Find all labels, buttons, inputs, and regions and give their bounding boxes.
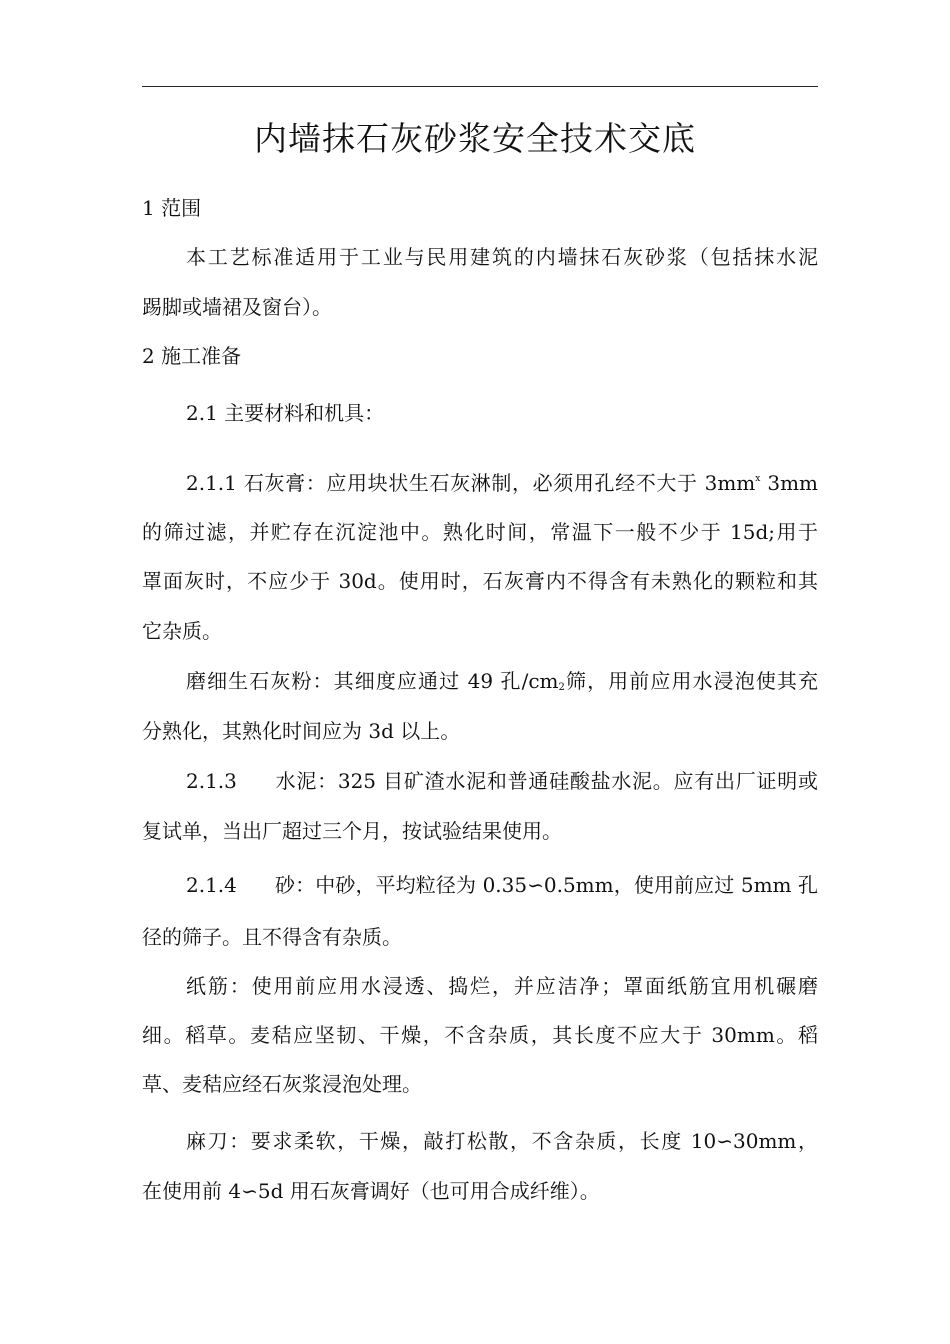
lime-powder-line-1 — [186, 666, 818, 696]
section-1-heading: 1 范围 — [142, 196, 202, 220]
item-2-1-3-number: 2.1.3 — [186, 769, 237, 793]
item-2-1-1-text-b: 3mm — [760, 471, 818, 495]
item-2-1-1-line-4: 它杂质。 — [142, 619, 222, 643]
item-2-1-3-line-1 — [186, 766, 818, 796]
item-2-1-1-line-2: 的筛过滤，并贮存在沉淀池中。熟化时间，常温下一般不少于 15d;用于 — [142, 520, 818, 544]
item-2-1-1-line-1 — [186, 468, 818, 498]
hemp-line-2: 在使用前 4∽5d 用石灰膏调好（也可用合成纤维）。 — [142, 1179, 600, 1203]
document-title: 内墙抹石灰砂浆安全技术交底 — [254, 119, 696, 158]
hemp-line-1: 麻刀：要求柔软，干燥，敲打松散，不含杂质，长度 10∽30mm， — [186, 1129, 818, 1153]
paragraph-scope-line-2: 踢脚或墙裙及窗台）。 — [142, 295, 332, 319]
item-2-1-3-text: 水泥：325 目矿渣水泥和普通硅酸盐水泥。应有出厂证明或 — [274, 769, 818, 793]
item-2-1-1-line-3: 罩面灰时，不应少于 30d。使用时，石灰膏内不得含有未熟化的颗粒和其 — [142, 569, 818, 593]
item-2-1-4-number: 2.1.4 — [186, 873, 237, 897]
squared-mark: 2 — [558, 682, 565, 693]
item-2-1-4-text: 砂：中砂，平均粒径为 0.35∽0.5mm，使用前应过 5mm 孔 — [274, 873, 818, 897]
item-2-1-3-line-2: 复试单，当出厂超过三个月，按试验结果使用。 — [142, 819, 562, 843]
multiply-mark: x — [755, 474, 761, 484]
paper-fiber-line-2: 细。稻草。麦秸应坚韧、干燥，不含杂质，其长度不应大于 30mm。稻 — [142, 1023, 818, 1047]
item-2-1-4-line-1 — [186, 870, 818, 900]
paragraph-scope-line-1: 本工艺标准适用于工业与民用建筑的内墙抹石灰砂浆（包括抹水泥 — [186, 245, 818, 269]
section-2-heading: 2 施工准备 — [142, 344, 242, 368]
subsection-2-1-heading: 2.1 主要材料和机具： — [186, 401, 385, 425]
header-rule — [142, 86, 818, 87]
paper-fiber-line-1: 纸筋：使用前应用水浸透、捣烂，并应洁净；罩面纸筋宜用机碾磨 — [186, 974, 818, 998]
item-2-1-4-line-2: 径的筛子。且不得含有杂质。 — [142, 925, 402, 949]
paper-fiber-line-3: 草、麦秸应经石灰浆浸泡处理。 — [142, 1072, 422, 1096]
lime-powder-line-2: 分熟化，其熟化时间应为 3d 以上。 — [142, 719, 461, 743]
lime-powder-text-a: 磨细生石灰粉：其细度应通过 49 孔/cm — [186, 669, 559, 693]
item-2-1-1-text-a: 2.1.1 石灰膏：应用块状生石灰淋制，必须用孔经不大于 3mm — [186, 471, 756, 495]
lime-powder-text-b: 筛，用前应用水浸泡使其充 — [564, 669, 818, 693]
